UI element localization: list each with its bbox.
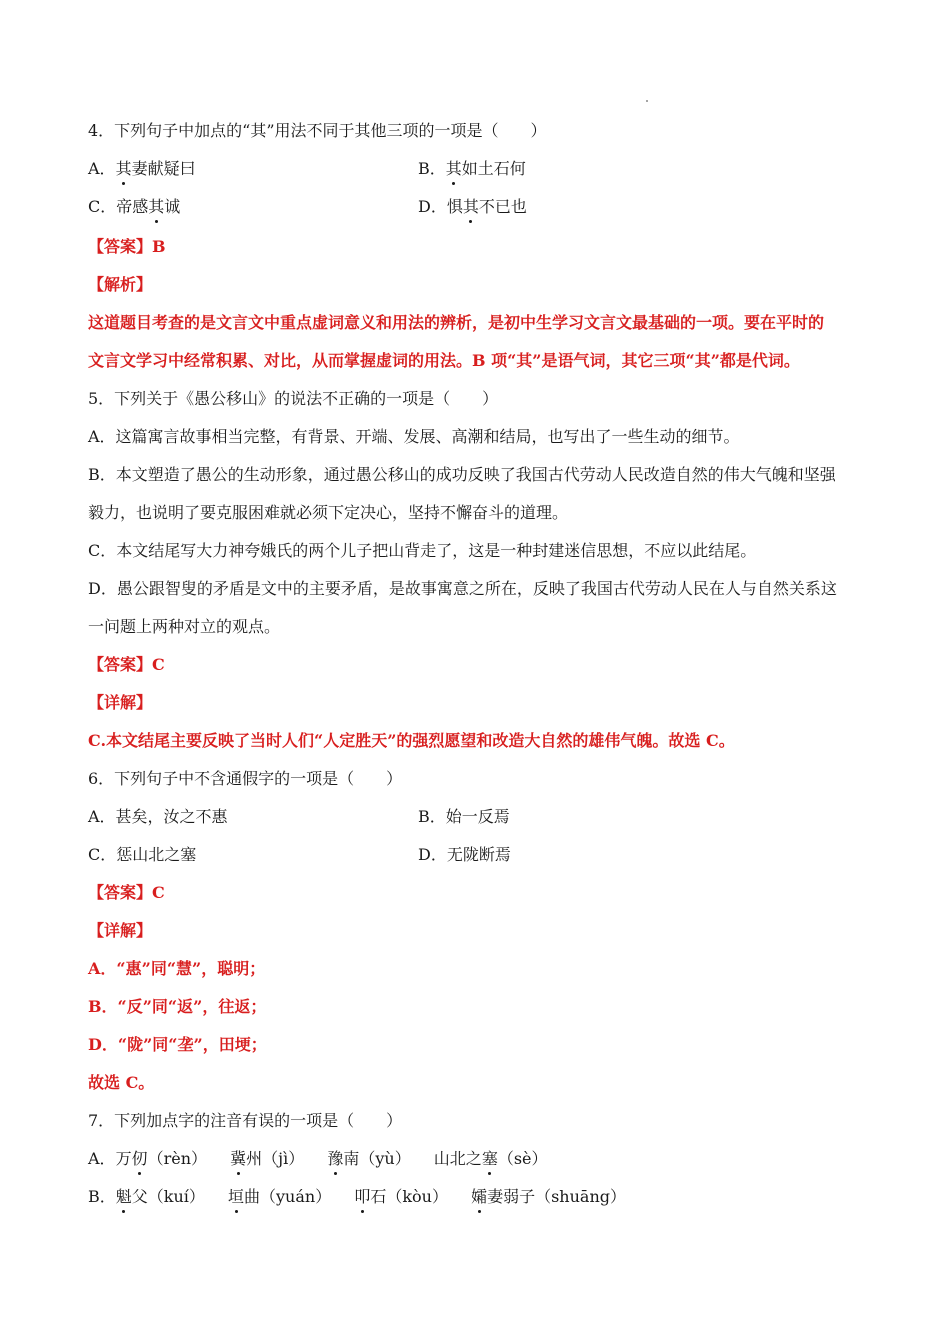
q6-conclusion: 故选 C。 (88, 1073, 155, 1092)
q6-option-c[interactable]: C．惩山北之塞 (88, 845, 197, 864)
q7-option-a[interactable]: A．万仞（rèn） 冀州（jì） 豫南（yù） 山北之塞（sè） (88, 1149, 548, 1168)
q4-option-d[interactable]: D．惧其不已也 (418, 197, 527, 216)
q4-option-a[interactable]: A．其妻献疑曰 (88, 159, 196, 178)
q5-option-a[interactable]: A．这篇寓言故事相当完整，有背景、开端、发展、高潮和结局，也写出了一些生动的细节。 (88, 427, 740, 446)
q5-option-d-line2[interactable]: 一问题上两种对立的观点。 (88, 617, 281, 636)
q5-stem: 5．下列关于《愚公移山》的说法不正确的一项是（ ） (88, 389, 499, 408)
q5-detail: C.本文结尾主要反映了当时人们“人定胜天”的强烈愿望和改造大自然的雄伟气魄。故选 C。 (88, 731, 735, 750)
q5-answer: 【答案】C (88, 655, 165, 674)
q4-analysis-heading: 【解析】 (88, 275, 153, 294)
q6-stem: 6．下列句子中不含通假字的一项是（ ） (88, 769, 403, 788)
q4-option-b[interactable]: B．其如土石何 (418, 159, 526, 178)
q6-option-d[interactable]: D．无陇断焉 (418, 845, 511, 864)
emphasis-char: 冀 (230, 1149, 247, 1168)
q4-analysis-line2: 文言文学习中经常积累、对比，从而掌握虚词的用法。B 项“其”是语气词，其它三项“其”都是代词。 (88, 351, 800, 370)
emphasis-char: 魁 (115, 1187, 132, 1206)
q6-answer: 【答案】C (88, 883, 165, 902)
q6-option-b[interactable]: B．始一反焉 (418, 807, 510, 826)
emphasis-char: 仞 (131, 1149, 148, 1168)
page-mark (646, 100, 648, 102)
q5-option-c[interactable]: C．本文结尾写大力神夸娥氏的两个儿子把山背走了，这是一种封建迷信思想，不应以此结尾。 (88, 541, 757, 560)
emphasis-char: 孀 (471, 1187, 488, 1206)
emphasis-char: 其 (462, 197, 479, 216)
q4-stem: 4．下列句子中加点的“其”用法不同于其他三项的一项是（ ） (88, 121, 547, 140)
q5-option-b-line1[interactable]: B．本文塑造了愚公的生动形象，通过愚公移山的成功反映了我国古代劳动人民改造自然的伟大气魄和坚强 (88, 465, 836, 484)
q6-detail-d: D．“陇”同“垄”，田埂； (88, 1035, 267, 1054)
q6-detail-heading: 【详解】 (88, 921, 153, 940)
q7-option-b[interactable]: B．魁父（kuí） 垣曲（yuán） 叩石（kòu） 孀妻弱子（shuāng） (88, 1187, 626, 1206)
emphasis-char: 其 (148, 197, 165, 216)
q4-analysis-line1: 这道题目考查的是文言文中重点虚词意义和用法的辨析，是初中生学习文言文最基础的一项。要在平时的 (88, 313, 825, 332)
emphasis-char: 其 (445, 159, 462, 178)
q4-answer: 【答案】B (88, 237, 166, 256)
q6-option-a[interactable]: A．甚矣，汝之不惠 (88, 807, 228, 826)
q7-stem: 7．下列加点字的注音有误的一项是（ ） (88, 1111, 403, 1130)
q4-option-c[interactable]: C．帝感其诚 (88, 197, 181, 216)
q6-detail-b: B．“反”同“返”，往返； (88, 997, 267, 1016)
q5-option-d-line1[interactable]: D．愚公跟智叟的矛盾是文中的主要矛盾，是故事寓意之所在，反映了我国古代劳动人民在人与自然关系这 (88, 579, 837, 598)
q5-detail-heading: 【详解】 (88, 693, 153, 712)
q5-option-b-line2[interactable]: 毅力，也说明了要克服困难就必须下定决心，坚持不懈奋斗的道理。 (88, 503, 569, 522)
emphasis-char: 其 (115, 159, 132, 178)
emphasis-char: 塞 (481, 1149, 498, 1168)
emphasis-char: 垣 (228, 1187, 245, 1206)
q6-detail-a: A．“惠”同“慧”，聪明； (88, 959, 266, 978)
emphasis-char: 叩 (354, 1187, 371, 1206)
emphasis-char: 豫 (327, 1149, 344, 1168)
